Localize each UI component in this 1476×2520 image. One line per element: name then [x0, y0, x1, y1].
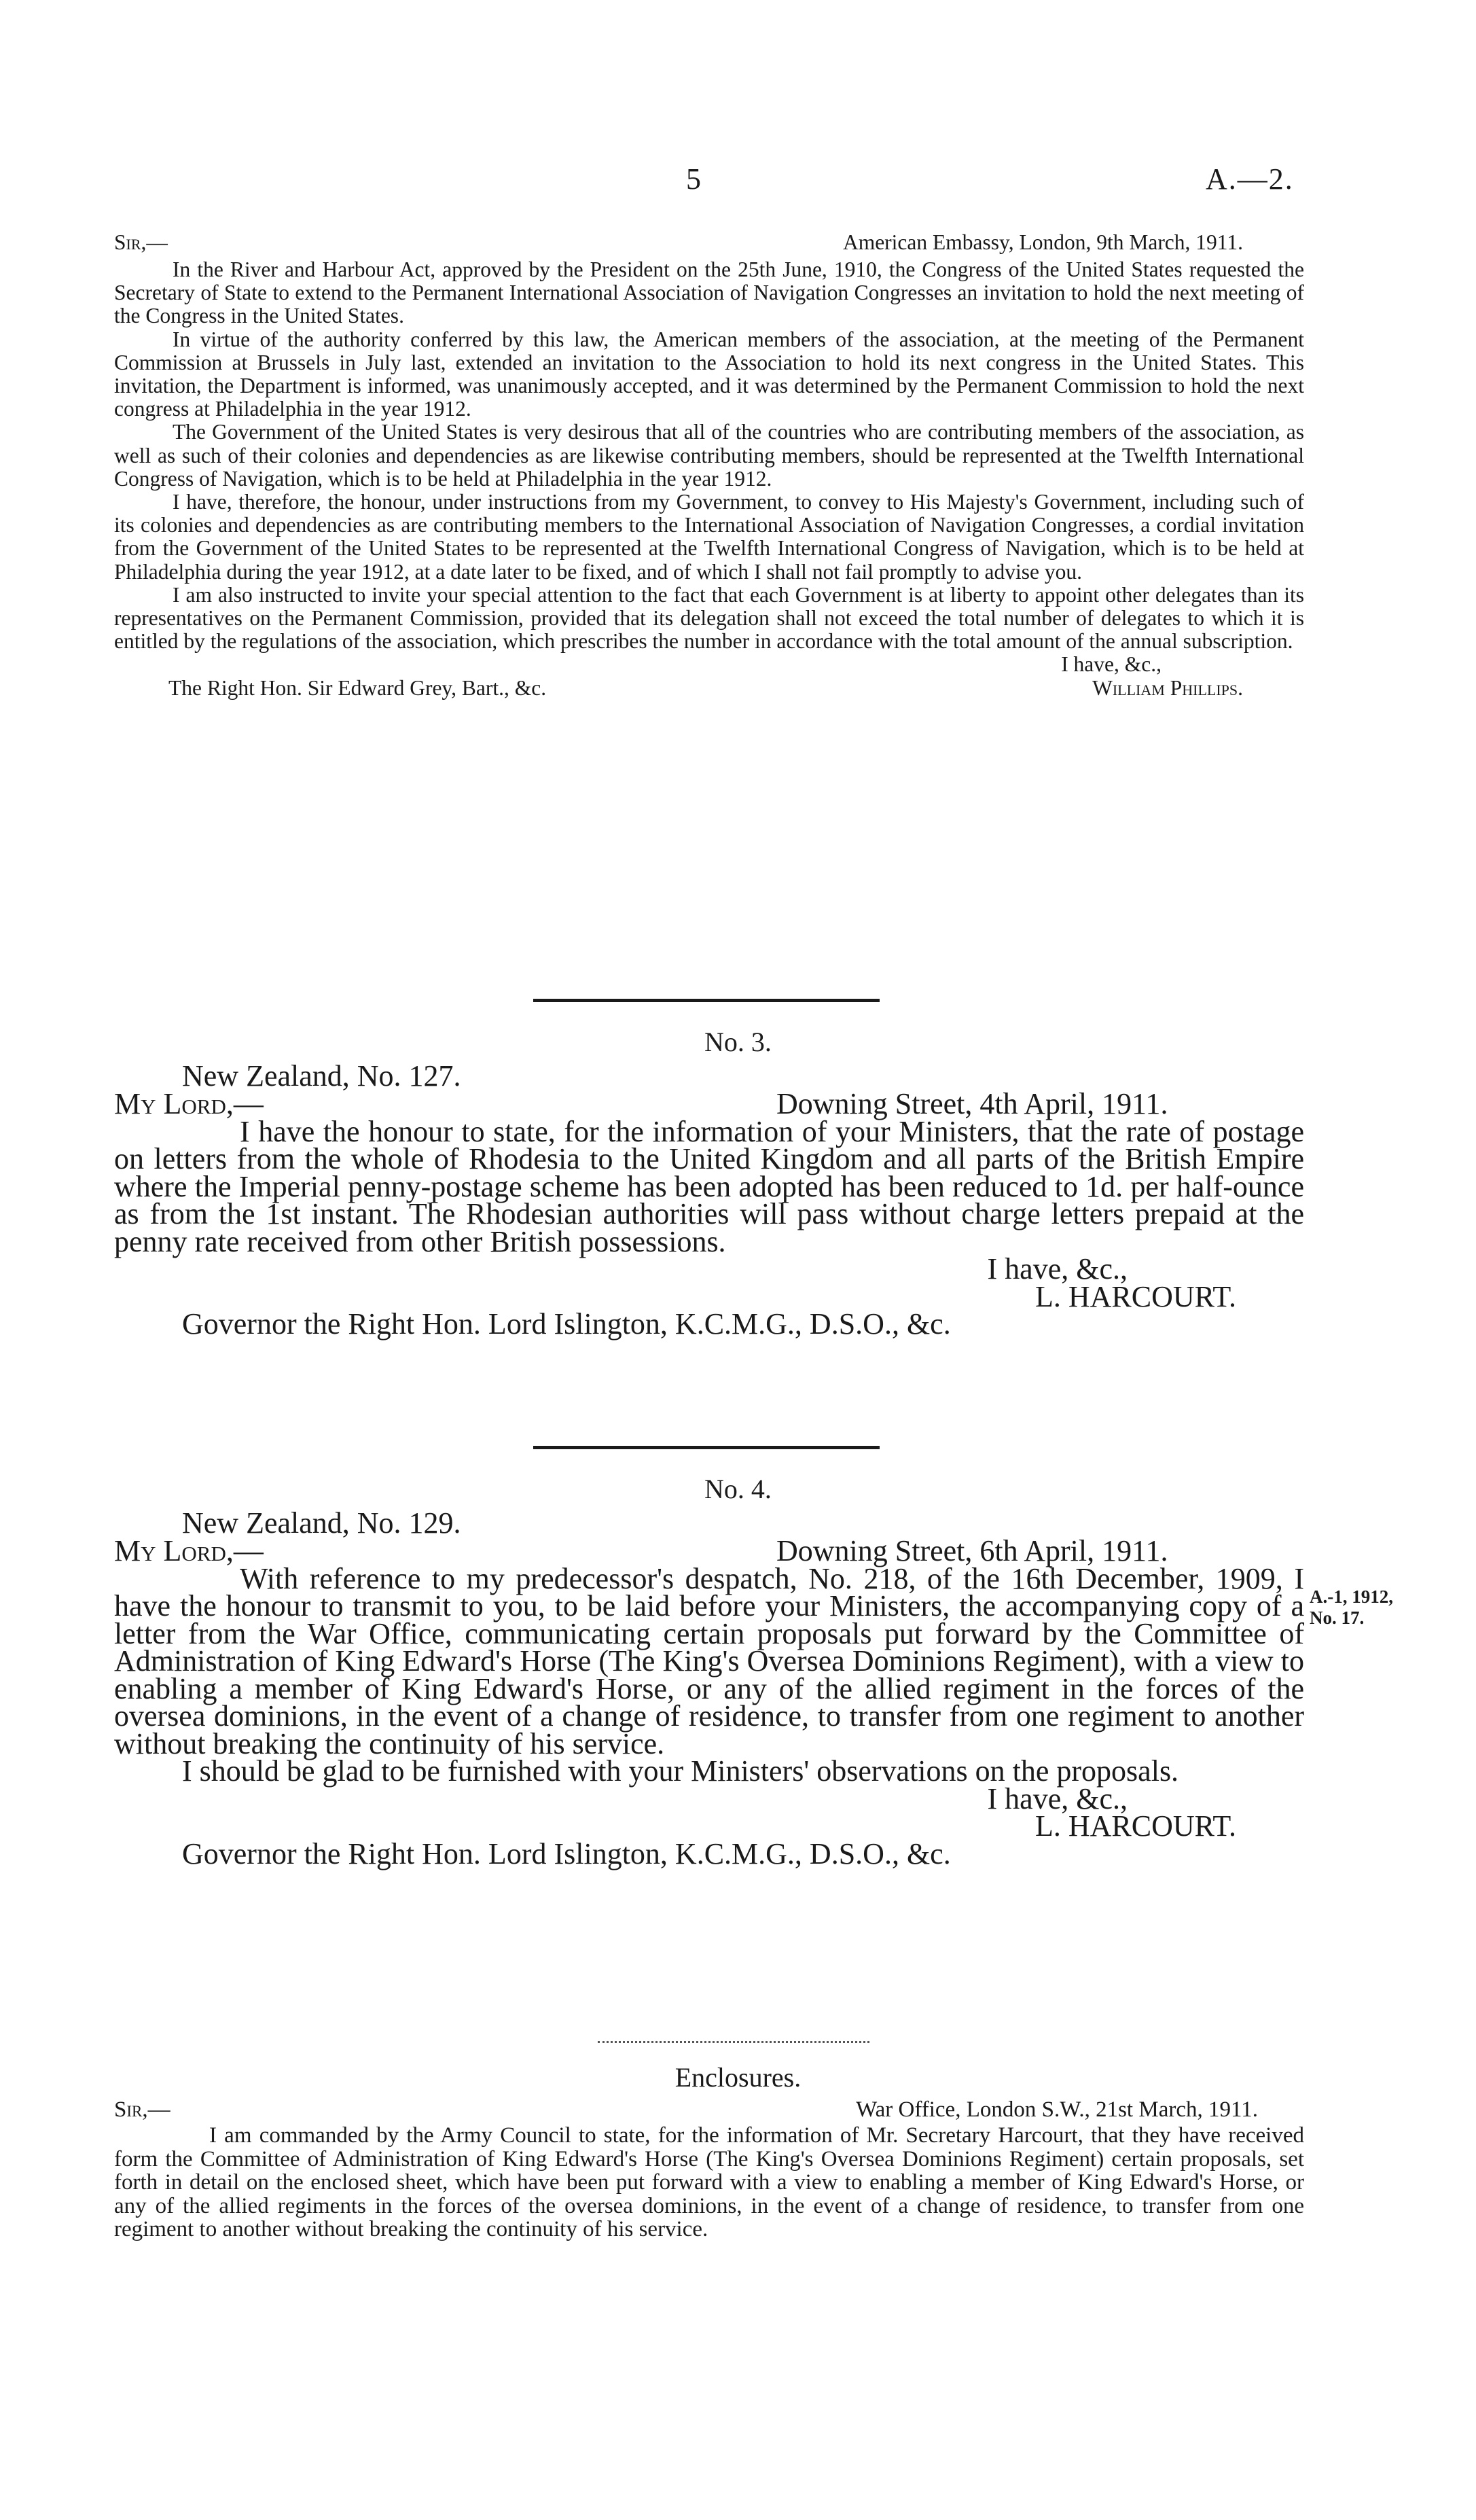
place-date: Downing Street, 4th April, 1911.: [776, 1086, 1168, 1120]
paragraph: I should be glad to be furnished with your Ministers' observations on the proposals.: [182, 1754, 1179, 1788]
margin-note-line: No. 17.: [1310, 1608, 1365, 1628]
section-heading: No. 3.: [704, 1027, 772, 1057]
signature-line: [114, 677, 1304, 704]
signature: L. HARCOURT.: [1035, 1809, 1236, 1843]
margin-note: [1310, 1586, 1393, 1629]
page-number: 5: [686, 162, 701, 196]
paragraph: With reference to my predecessor's despatch, No. 218, of the 16th December, 1909, I have the honour to transmit to you, to be laid before your Ministers, the accompanying copy of a letter from the War Office, communicating certain proposals put forward by the Committee of Administration of King Edward's Horse (The King's Oversea Dominions Regiment), with a view to enabling a member of King Edward's Horse, or any of the allied regiment in the forces of the oversea dominions, in the event of a change of residence, to transfer from one regiment to another without breaking the continuity of his service.: [114, 1561, 1304, 1760]
despatch-reference: New Zealand, No. 127.: [182, 1059, 461, 1093]
salutation: My Lord,—: [114, 1086, 264, 1120]
paragraph: In virtue of the authority conferred by this law, the American members of the association, at the meeting of the Permanent Commission at Brussels in July last, extended an invitation to the Association to hold its next congress in the United States. This invitation, the Department is informed, was unanimously accepted, and it was determined by the Permanent Commission to hold the next congress at Philadelphia in the year 1912.: [114, 327, 1304, 421]
salutation: My Lord,—: [114, 1533, 264, 1567]
section-divider: [598, 2041, 869, 2043]
paragraph: The Government of the United States is very desirous that all of the countries who are contributing members of the association, as well as such of their colonies and dependencies as are likewise contributing members, should be represented at the Twelfth International Congress of Navigation, which is to be held at Philadelphia in the year 1912.: [114, 420, 1304, 491]
place-date: American Embassy, London, 9th March, 1911.: [842, 230, 1243, 254]
document-reference: A.—2.: [1206, 162, 1294, 196]
place-date: War Office, London S.W., 21st March, 1911.: [856, 2097, 1258, 2122]
letter-header-line: [114, 1086, 1304, 1120]
paragraph: I am commanded by the Army Council to state, for the information of Mr. Secretary Harcourt, that they have received form the Committee of Administration of King Edward's Horse (The King's Oversea Dominions Regiment) certain proposals, set forth in detail on the enclosed sheet, which have been put forward with a view to enabling a member of King Edward's Horse, or any of the allied regiments in the forces of the oversea dominions, in the event of a change of residence, to transfer from one regiment to another without breaking the continuity of his service.: [114, 2123, 1304, 2241]
letter-header-line: [114, 2098, 1304, 2124]
embassy-letter: [114, 231, 1304, 704]
salutation: Sir,—: [114, 2097, 170, 2122]
closing: I have, &c.,: [987, 1781, 1128, 1815]
paragraph: I am also instructed to invite your special attention to the fact that each Government is at liberty to appoint other delegates than its representatives on the Permanent Commission, provided that its delegation shall not exceed the total number of delegates to which it is entitled by the regulations of the association, which prescribes the number in accordance with the total amount of the annual subscription.: [114, 582, 1304, 654]
paragraph: In the River and Harbour Act, approved by the President on the 25th June, 1910, the Congress of the United States requested the Secretary of State to extend to the Permanent International Association of Navigation Congresses an invitation to hold the next meeting of the Congress in the United States.: [114, 258, 1304, 328]
despatch-no-3: [114, 1059, 1304, 1341]
addressee: Governor the Right Hon. Lord Islington, K.C.M.G., D.S.O., &c.: [182, 1307, 951, 1341]
section-divider: [533, 1446, 880, 1449]
section-heading: No. 4.: [704, 1474, 772, 1504]
salutation: Sir,—: [114, 230, 168, 254]
section-divider: [533, 999, 880, 1002]
enclosure-letter: [114, 2098, 1304, 2241]
paragraph: I have, therefore, the honour, under instructions from my Government, to convey to His Majesty's Government, including such of its colonies and dependencies as are contributing members to the International Association of Navigation Congresses, a cordial invitation from the Government of the United States to be represented at the Twelfth International Congress of Navigation, which is to be held at Philadelphia during the year 1912, at a date later to be fixed, and of which I shall not fail promptly to advise you.: [114, 490, 1304, 584]
despatch-reference: New Zealand, No. 129.: [182, 1506, 461, 1540]
addressee: The Right Hon. Sir Edward Grey, Bart., &c.: [168, 675, 547, 700]
paragraph: I have the honour to state, for the information of your Ministers, that the rate of postage on letters from the whole of Rhodesia to the United Kingdom and all parts of the British Empire where the Imperial penny-postage scheme has been adopted has been reduced to 1d. per half-ounce as from the 1st instant. The Rhodesian authorities will pass without charge letters prepaid at the penny rate received from other British possessions.: [114, 1114, 1304, 1258]
closing: I have, &c.,: [987, 1252, 1128, 1285]
closing: I have, &c.,: [1061, 652, 1162, 677]
despatch-no-4: [114, 1506, 1304, 1870]
signature: William Phillips.: [1092, 675, 1243, 700]
letter-header-line: [114, 231, 1304, 258]
signature: L. HARCOURT.: [1035, 1279, 1236, 1313]
addressee: Governor the Right Hon. Lord Islington, K.C.M.G., D.S.O., &c.: [182, 1836, 951, 1870]
place-date: Downing Street, 6th April, 1911.: [776, 1533, 1168, 1567]
letter-header-line: [114, 1533, 1304, 1567]
section-heading: Enclosures.: [674, 2062, 802, 2093]
margin-note-line: A.-1, 1912,: [1310, 1586, 1393, 1607]
